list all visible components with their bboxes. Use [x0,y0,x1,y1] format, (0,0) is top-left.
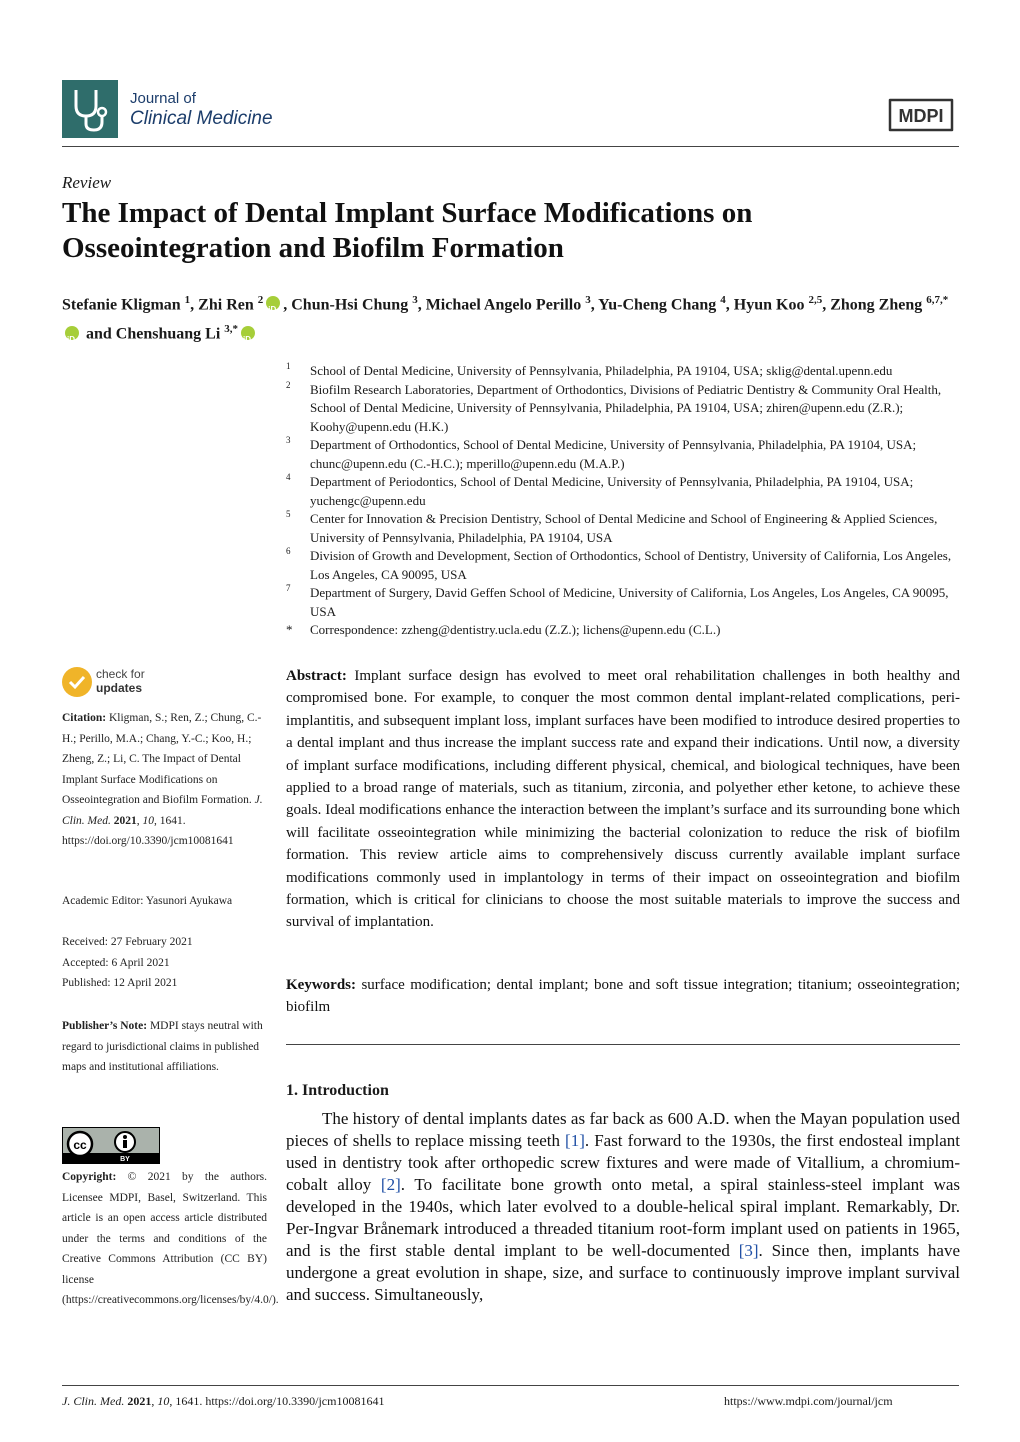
publisher-note [62,1016,267,1078]
affiliation-item [286,473,962,510]
affiliation-text: Biofilm Research Laboratories, Department of Orthodontics, Divisions of Pediatric Dentistry & Community Oral Health, School of Dental Medicine, University of Pennsylvania, Philadelphia, PA 19104, USA; zhiren@upenn.edu (Z.R.); Koohy@upenn.edu (H.K.) [310,381,942,434]
author-affiliation-mark: 6,7,* [926,294,949,306]
check-updates-icon [62,667,92,697]
affiliation-number: 1 [286,361,291,371]
mdpi-logo[interactable] [884,96,958,134]
reference-link-2[interactable]: [2] [380,1175,401,1194]
publisher-note-label: Publisher’s Note: [62,1020,148,1032]
orcid-icon[interactable] [266,296,280,310]
author-affiliation-mark: 3,* [224,323,239,336]
svg-text:BY: BY [120,1156,130,1163]
check-updates-line1: check for [96,667,145,681]
check-for-updates-badge[interactable] [62,667,192,701]
footer-citation: J. Clin. Med. 2021, 10, 1641. https://doi.org/10.3390/jcm10081641 [62,1394,385,1408]
affiliation-number: 7 [286,583,291,593]
copyright-block [62,1167,279,1311]
affiliation-number: 2 [286,379,291,390]
affiliation-text: Division of Growth and Development, Section of Orthodontics, School of Dentistry, University of California, Los Angeles, Los Angeles, CA 90095, USA [310,548,952,582]
author-separator: and [82,325,116,343]
author-name: Hyun Koo [733,296,805,314]
footer-doi[interactable]: , 1641. https://doi.org/10.3390/jcm10081641 [169,1394,385,1408]
author-name: Zhong Zheng [830,296,923,314]
citation-journal: J. Clin. Med. [62,794,263,827]
intro-text-3: . To facilitate bone growth onto metal, a spiral stainless-steel implant was developed in the 1940s, which later evolved to a double-helical spiral implant. Remarkably, Dr. Per-Ingvar Brånemark introduced a threaded titanium root-form implant used on patients in 1965, and is the first stable dental implant to be well-documented [286,1175,961,1260]
author-separator: , [417,296,426,314]
publisher-note-text: MDPI stays neutral with regard to jurisdictional claims in published maps and institutional affiliations. [62,1020,263,1073]
article-title: The Impact of Dental Implant Surface Modifications on Osseointegration and Biofilm Formation [62,197,753,264]
citation-year: 2021 [113,814,137,827]
citation-text: Kligman, S.; Ren, Z.; Chung, C.-H.; Perillo, M.A.; Chang, Y.-C.; Koo, H.; Zheng, Z.; Li, C. The Impact of Dental Implant Surface Modifications on Osseointegration and Biofilm Formation. [62,712,262,806]
author-name: Yu-Cheng Chang [598,296,717,314]
author-name: Zhi Ren [198,296,254,314]
keywords [286,974,960,1019]
copyright-text: © 2021 by the authors. Licensee MDPI, Basel, Switzerland. This article is an open access article distributed under the terms and conditions of the Creative Commons Attribution (CC BY) license (https://creativecommons.org/licenses/by/4.0/). [62,1171,279,1306]
journal-logo [62,80,118,138]
orcid-icon[interactable] [241,326,255,340]
published-date: Published: 12 April 2021 [62,977,178,989]
footer-year: 2021 [127,1394,152,1408]
reference-link-3[interactable]: [3] [738,1241,759,1260]
abstract [286,665,960,934]
author-separator: , [190,296,199,314]
author-affiliation-mark: 3 [585,294,591,306]
received-date: Received: 27 February 2021 [62,936,193,948]
abstract-label: Abstract: [286,668,347,684]
affiliation-number: 5 [286,509,291,519]
reference-link-1[interactable]: [1] [565,1131,585,1150]
author-name: Chenshuang Li [115,325,221,343]
academic-editor: Academic Editor: Yasunori Ayukawa [62,895,233,907]
section-divider [286,1044,960,1045]
intro-text-2: . Fast forward to the 1930s, the first endosteal implant used in dentistry took after orthopedic screw fixtures and were made of Vitallium, a chromium-cobalt alloy [286,1131,960,1194]
affiliation-item [286,621,962,640]
affiliation-text: School of Dental Medicine, University of Pennsylvania, Philadelphia, PA 19104, USA; sklig@dental.upenn.edu [310,363,893,378]
affiliation-text: Department of Periodontics, School of Dental Medicine, University of Pennsylvania, Philadelphia, PA 19104, USA; yuchengc@upenn.edu [310,474,914,508]
affiliation-text: Department of Surgery, David Geffen School of Medicine, University of California, Los Angeles, Los Angeles, CA 90095, USA [310,585,949,619]
journal-of-label: Journal of [130,90,196,107]
affiliation-item [286,584,962,621]
orcid-icon[interactable] [65,326,79,340]
citation-doi[interactable]: , 1641. https://doi.org/10.3390/jcm10081641 [62,814,234,847]
affiliation-item [286,381,962,437]
affiliation-text: Center for Innovation & Precision Dentistry, School of Dental Medicine and School of Engineering & Applied Sciences, University of Pennsylvania, Philadelphia, PA 19104, USA [310,511,938,545]
author-name: Michael Angelo Perillo [425,296,582,314]
author-list [62,288,962,347]
citation-volume: 10 [142,814,154,827]
affiliation-text: Correspondence: zzheng@dentistry.ucla.edu (Z.Z.); lichens@upenn.edu (C.L.) [310,622,721,637]
copyright-label: Copyright: [62,1171,117,1183]
footer-divider [62,1385,959,1386]
article-type: Review [62,173,112,192]
author-affiliation-mark: 2 [257,294,264,306]
cc-by-license-badge[interactable] [62,1127,160,1164]
affiliation-number: * [286,622,293,637]
affiliation-number: 6 [286,546,291,556]
affiliation-number: 4 [286,472,291,482]
citation-block: Citation: Kligman, S.; Ren, Z.; Chung, C.-H.; Perillo, M.A.; Chang, Y.-C.; Koo, H.; Zheng, Z.; Li, C. The Impact of Dental Implant Surface Modifications on Osseointegration and Biofilm Formation. J. Clin. Med. 2021, 10, 1641. https://doi.org/10.3390/jcm10081641 [62,712,263,847]
journal-name[interactable]: Clinical Medicine [130,108,273,129]
introduction-paragraph [286,1108,960,1306]
footer-journal-url[interactable]: https://www.mdpi.com/journal/jcm [724,1394,893,1408]
author-separator: , [590,296,599,314]
author-name: Stefanie Kligman [62,296,181,314]
header-divider [62,146,959,147]
check-updates-line2: updates [96,681,143,695]
abstract-text: Implant surface design has evolved to meet oral rehabilitation challenges in both healthy and compromised bone. For example, to conquer the most common dental implant-related complications, peri-implantitis, and subsequent implant loss, implant surfaces have been modified to introduce desired properties to a dental implant and thus increase the implant success rate and expand their indications. Until now, a diversity of implant surface modifications, including different physical, chemical, and biological techniques, have been applied to a broad range of materials, such as titanium, zirconia, and polyether ether ketone, to achieve these goals. Ideal modifications enhance the interaction between the implant’s surface and its surrounding bone which will facilitate osseointegration while minimizing the bacterial colonization to reduce the risk of biofilm formation. This review article aims to comprehensively discuss currently available implant surface modifications commonly used in implantology in terms of their impact on osseointegration and biofilm formation, which is critical for clinicians to choose the most suitable materials to improve the success and survival of implantation. [286,668,961,931]
affiliation-item [286,547,962,584]
intro-text-1: The history of dental implants dates as far back as 600 A.D. when the Mayan population used pieces of shells to replace missing teeth [286,1109,960,1150]
author-affiliation-mark: 3 [412,294,418,306]
affiliation-number: 3 [286,435,291,445]
footer-journal: J. Clin. Med. [62,1394,125,1408]
author-affiliation-mark: 4 [720,294,726,306]
author-affiliation-mark: 2,5 [808,294,823,306]
author-separator: , [822,296,831,314]
stethoscope-icon [62,80,118,138]
affiliation-text: Department of Orthodontics, School of Dental Medicine, University of Pennsylvania, Philadelphia, PA 19104, USA; chunc@upenn.edu (C.-H.C.); mperillo@upenn.edu (M.A.P.) [310,437,917,471]
affiliation-list [286,362,962,640]
affiliation-item [286,436,962,473]
section-heading: 1. Introduction [286,1082,389,1099]
author-affiliation-mark: 1 [184,294,191,306]
affiliation-item [286,362,962,381]
dates-block [62,932,267,994]
author-name: Chun-Hsi Chung [291,296,409,314]
keywords-label: Keywords: [286,977,356,993]
footer-volume: 10 [157,1394,170,1408]
intro-text-4: . Since then, implants have undergone a great evolution in shape, size, and surface to continuously improve implant survival and success. Simultaneously, [286,1241,960,1304]
citation-label: Citation: [62,712,107,724]
affiliation-item [286,510,962,547]
publisher-name: MDPI [898,106,944,126]
author-separator: , [725,296,734,314]
svg-text:cc: cc [73,1138,87,1152]
author-separator: , [283,296,292,314]
keywords-text: surface modification; dental implant; bone and soft tissue integration; titanium; osseointegration; biofilm [286,977,960,1016]
accepted-date: Accepted: 6 April 2021 [62,956,170,969]
